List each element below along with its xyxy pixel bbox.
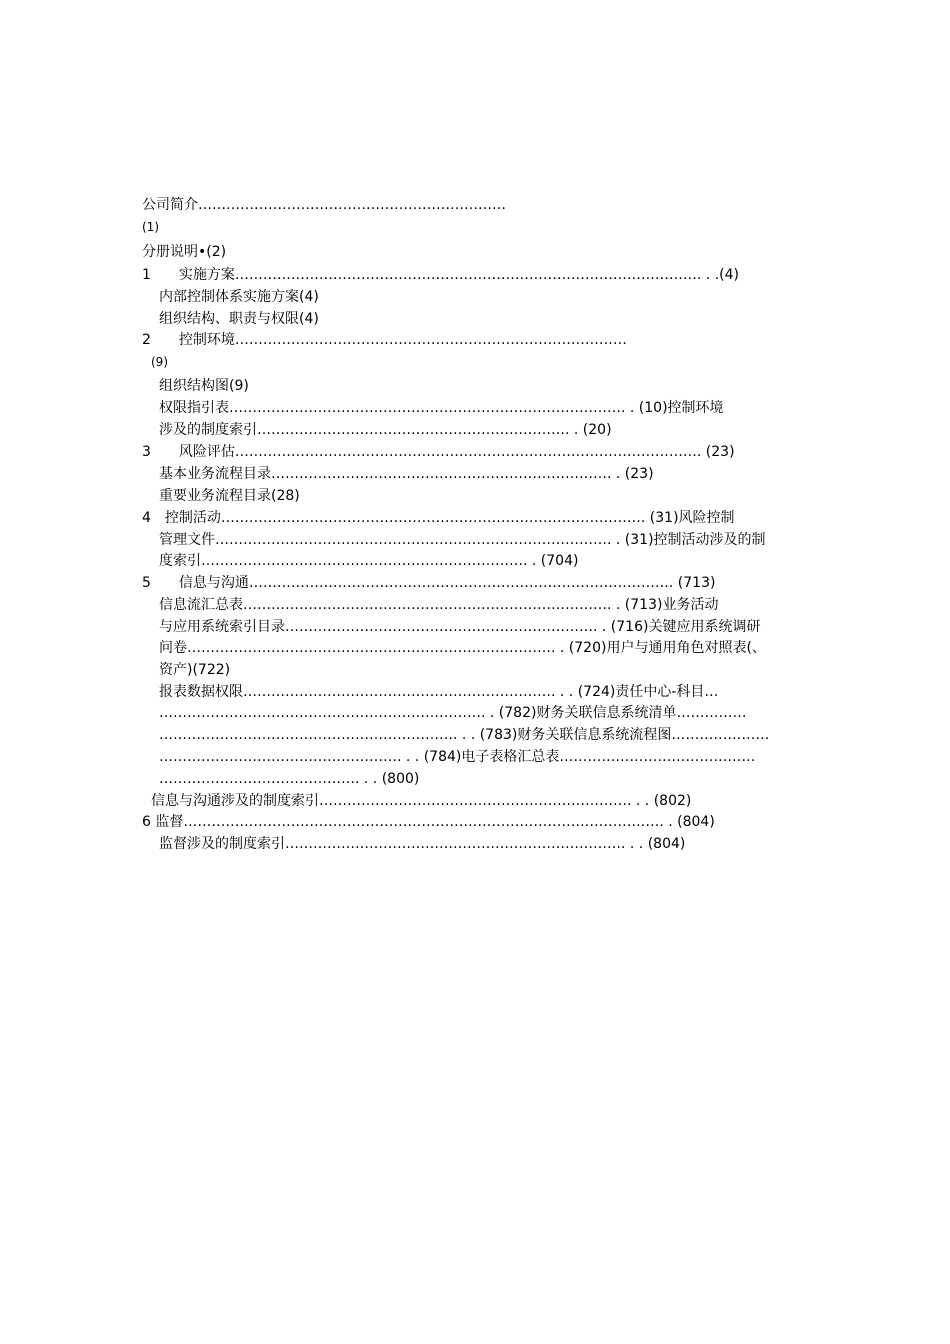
toc-line-section-1: 1 实施方案………………………………………………………………………………………. . .(4) [142, 267, 739, 283]
toc-line-subsection: 基本业务流程目录………………………………………………………………. . (23) [159, 466, 654, 482]
toc-line-subsection: 监督涉及的制度索引………………………………………………………………. . . (804) [159, 836, 686, 852]
toc-line-subsection: 涉及的制度索引…………………………………………………………. . (20) [159, 422, 612, 438]
toc-line-subsection: 信息流汇总表……………………………………………………………………. . (713)业务活动 [159, 597, 719, 613]
toc-line-subsection: 权限指引表…………………………………………………………………………. . (10)控制环境 [159, 400, 724, 416]
toc-line-company-intro: 公司简介………………………………………………………… [142, 197, 506, 213]
toc-line-subsection: 报表数据权限…………………………………………………………. . . (724)责任中心-科目… [159, 684, 719, 700]
toc-line-subsection: 信息与沟通涉及的制度索引…………………………………………………………. . . (802) [151, 793, 692, 809]
toc-line-subsection: 资产)(722) [159, 662, 231, 678]
toc-line-subsection: 管理文件…………………………………………………………………………. . (31)控制活动涉及的制 [159, 532, 766, 548]
toc-line-subsection: 与应用系统索引目录…………………………………………………………. . (716)关键应用系统调研 [159, 619, 761, 635]
toc-line-subsection: 度索引……………………………………………………………. . (704) [159, 553, 579, 569]
toc-line-subsection: 组织结构、职责与权限(4) [159, 311, 319, 327]
toc-line-subsection: 内部控制体系实施方案(4) [159, 289, 319, 305]
toc-line-subsection: ……………………………………………………………. . (782)财务关联信息系统清单…………… [159, 705, 747, 721]
toc-line-subsection: 问卷……………………………………………………………………. . (720)用户与通用角色对照表(、 [159, 640, 766, 656]
toc-line-section-6: 6 监督…………………………………………………………………………………………. . (804) [142, 814, 715, 830]
toc-line-subsection: ……………………………………………. . . (784)电子表格汇总表…………………………………… [159, 749, 756, 765]
toc-line-page-ref: (1) [142, 220, 159, 234]
toc-line-section-3: 3 风险评估………………………………………………………………………………………. (23) [142, 444, 735, 460]
toc-line-volume-notes: 分册说明•(2) [142, 244, 227, 260]
toc-line-section-2: 2 控制环境………………………………………………………………………… [142, 332, 627, 348]
toc-line-subsection: 重要业务流程目录(28) [159, 488, 300, 504]
toc-line-section-4: 4 控制活动………………………………………………………………………………. (31)风险控制 [142, 510, 735, 526]
toc-line-subsection: ……………………………………. . . (800) [159, 771, 420, 787]
toc-line-subsection: ………………………………………………………. . . (783)财务关联信息系统流程图………………… [159, 727, 770, 743]
toc-line-subsection: 组织结构图(9) [159, 378, 249, 394]
toc-line-page-ref: (9) [151, 355, 168, 369]
toc-line-section-5: 5 信息与沟通………………………………………………………………………………. (713) [142, 575, 716, 591]
